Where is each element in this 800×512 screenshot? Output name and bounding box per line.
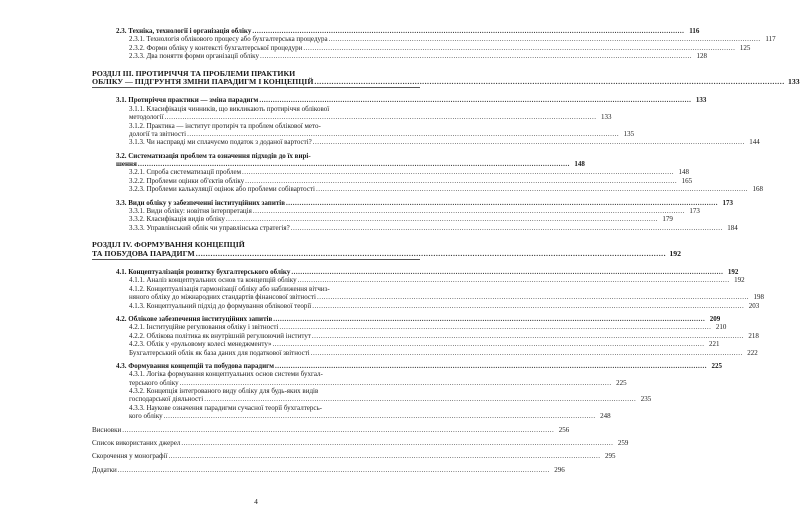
toc-title: ТА ПОБУДОВА ПАРАДИГМ — [92, 248, 195, 258]
toc-page-number: 173 — [722, 198, 734, 207]
toc-title: 4.3.1. Логіка формування концептуальних основ системи бухгал- — [129, 370, 323, 379]
dot-leader — [204, 395, 636, 403]
dot-leader — [164, 412, 596, 420]
toc-title: кого обліку — [129, 412, 163, 421]
toc-page-number: 165 — [681, 176, 693, 185]
dot-leader — [180, 379, 612, 387]
page-number: 4 — [254, 497, 258, 506]
toc-title: дології та звітності — [129, 129, 187, 138]
toc-page-number: 168 — [752, 185, 763, 194]
toc-page-number: 184 — [727, 223, 738, 232]
toc-subsection — [92, 207, 700, 216]
toc-title: 4.3.2. Концепція інтегрованого виду обліку для будь-яких видів — [129, 387, 319, 396]
toc-page-number: 192 — [727, 267, 739, 276]
toc-page-number: 221 — [709, 340, 720, 349]
toc-page-number: 256 — [558, 425, 570, 434]
toc-title: господарської діяльності — [129, 395, 204, 404]
toc-subsection-continuation — [92, 395, 652, 404]
toc-title: Висновки — [92, 425, 122, 434]
dot-leader — [196, 250, 666, 258]
dot-leader — [329, 35, 761, 43]
dot-leader — [275, 362, 707, 370]
toc-top-entry — [92, 465, 565, 474]
toc-title: 3.2.3. Проблеми калькуляції оцінок або проблеми собівартості — [129, 185, 315, 194]
toc-title: РОЗДІЛ III. ПРОТИРІЧЧЯ ТА ПРОБЛЕМИ ПРАКТИКИ — [92, 68, 296, 78]
toc-page-number: 128 — [696, 52, 707, 61]
toc-title: 3.1.3. Чи насправді ми сплачуємо податок з доданої вартості? — [129, 138, 312, 147]
toc-subsection — [92, 43, 751, 52]
dot-leader — [312, 302, 744, 310]
toc-title: 3.1. Протиріччя практики — зміна парадигм — [116, 96, 259, 105]
toc-title: няного обліку до міжнародних стандартів фінансової звітності — [129, 293, 316, 302]
dot-leader — [273, 315, 705, 323]
toc-title: терського обліку — [129, 378, 179, 387]
toc-subsection — [92, 370, 420, 378]
toc-subsection-continuation — [92, 293, 764, 302]
toc-title: 3.3.2. Класифікація видів обліку — [129, 215, 225, 224]
dot-leader — [286, 199, 718, 207]
dot-leader — [253, 207, 685, 215]
toc-page-number: 198 — [753, 293, 764, 302]
dot-leader — [317, 293, 749, 301]
toc-page-number: 133 — [695, 96, 707, 105]
toc-subsection — [92, 176, 693, 185]
toc-page-number: 135 — [623, 129, 635, 138]
toc-title: 4.3.3. Наукове означення парадигми сучасної теорії бухгалтерсь- — [129, 403, 322, 412]
toc-section — [92, 27, 700, 35]
dot-leader — [316, 185, 748, 193]
toc-subsection — [92, 331, 759, 340]
toc-subsection-continuation — [92, 378, 627, 387]
toc-page-number: 222 — [747, 348, 758, 357]
toc-top-entry — [92, 439, 629, 448]
toc-subsection-continuation — [92, 412, 611, 421]
dot-leader — [252, 27, 684, 35]
toc-top-entry — [92, 425, 570, 434]
toc-title: 2.3.1. Технологія облікового процесу або бухгалтерська процедура — [129, 35, 328, 44]
toc-section — [92, 152, 420, 160]
toc-page-number: 203 — [748, 301, 760, 310]
toc-title: 4.2.1. Інституційне регулювання обліку і звітності — [129, 323, 279, 332]
toc-subsection — [92, 276, 745, 285]
toc-title: 4.2.3. Облік у «рульовому колесі менеджменту» — [129, 340, 272, 349]
toc-subsection-continuation — [92, 113, 612, 122]
toc-page-number: 248 — [600, 412, 611, 421]
dot-leader — [298, 276, 730, 284]
toc-page-number: 225 — [711, 361, 722, 370]
part-divider — [92, 87, 420, 88]
toc-page-number: 125 — [739, 43, 751, 52]
toc-title: 2.3. Техніка, технології і організація обліку — [116, 27, 252, 35]
toc-title: методології — [129, 113, 164, 122]
toc-subsection — [92, 105, 420, 113]
table-of-contents — [92, 27, 800, 474]
toc-page-number: 144 — [749, 138, 760, 147]
toc-subsection — [92, 285, 420, 293]
toc-page-number: 116 — [689, 27, 700, 35]
dot-leader — [312, 332, 744, 340]
dot-leader — [118, 466, 550, 474]
toc-title: ОБЛІКУ — ПІДГРУНТЯ ЗМІНИ ПАРАДИГМ І КОНЦЕПЦІЙ — [92, 76, 314, 86]
dot-leader — [245, 177, 677, 185]
toc-subsection — [92, 323, 727, 332]
toc-section — [92, 314, 721, 323]
toc-section — [92, 361, 722, 370]
toc-page-number: 117 — [765, 35, 776, 44]
dot-leader — [303, 44, 735, 52]
dot-leader — [138, 160, 570, 168]
toc-title: 4.1. Концептуалізація розвитку бухгалтерського обліку — [116, 267, 291, 276]
toc-title: 3.1.2. Практика — інститут протиріч та проблем облікової мето- — [129, 121, 321, 130]
toc-page-number: 218 — [748, 331, 759, 340]
toc-subsection — [92, 52, 707, 61]
toc-page-number: 209 — [709, 314, 721, 323]
toc-title: 3.3.1. Види обліку: новітня інтерпретація — [129, 207, 252, 216]
toc-title: Додатки — [92, 465, 117, 474]
toc-page-number: 295 — [604, 452, 616, 461]
toc-page-number: 148 — [574, 160, 585, 169]
toc-page-number: 133 — [601, 113, 612, 122]
toc-subsection — [92, 301, 760, 310]
toc-title: 4.3. Формування концепцій та побудова парадигм — [116, 361, 274, 370]
toc-title: Список використаних джерел — [92, 439, 181, 448]
dot-leader — [311, 349, 743, 357]
toc-subsection — [92, 185, 763, 194]
dot-leader — [187, 130, 619, 138]
toc-title: 3.2.2. Проблеми оцінки об'єктів обліку — [129, 176, 245, 185]
dot-leader — [313, 138, 745, 146]
toc-title: 4.1.1. Аналіз концептуальних основ та концепцій обліку — [129, 276, 297, 285]
toc-title: 3.3.3. Управлінський облік чи управлінська стратегія? — [129, 223, 290, 232]
toc-section-continuation — [92, 160, 585, 169]
toc-subsection — [92, 223, 738, 232]
toc-title: 3.2.1. Спроба систематизації проблем — [129, 168, 241, 177]
dot-leader — [314, 78, 784, 86]
dot-leader — [122, 426, 554, 434]
toc-page-number: 225 — [616, 378, 627, 387]
dot-leader — [279, 323, 711, 331]
toc-title: 4.2.2. Облікова політика як внутрішній регулюючий інститут — [129, 331, 311, 340]
toc-subsection — [92, 348, 758, 357]
toc-subsection — [92, 387, 420, 395]
toc-page-number: 179 — [662, 215, 673, 224]
toc-section — [92, 267, 739, 276]
toc-page-number: 259 — [617, 439, 629, 448]
toc-section — [92, 198, 734, 207]
dot-leader — [242, 168, 674, 176]
dot-leader — [259, 96, 691, 104]
toc-subsection — [92, 138, 760, 147]
toc-page-number: 173 — [689, 207, 700, 216]
toc-title: 2.3.3. Два поняття форми організації обліку — [129, 52, 259, 61]
toc-subsection — [92, 122, 420, 130]
dot-leader — [165, 113, 597, 121]
toc-title: Бухгалтерський облік як база даних для податкової звітності — [129, 348, 310, 357]
toc-top-entry — [92, 452, 616, 461]
part-divider — [92, 259, 420, 260]
toc-page-number: 192 — [669, 248, 682, 258]
toc-title: Скорочення у монографії — [92, 452, 168, 461]
toc-page-number: 133 — [787, 76, 800, 86]
toc-subsection-continuation — [92, 129, 635, 138]
toc-title: 4.1.2. Концептуалізація гармонізації обліку або наближення вітчиз- — [129, 284, 330, 293]
toc-subsection — [92, 404, 420, 412]
toc-title: 4.2. Облікове забезпечення інституційних запитів — [116, 314, 273, 323]
toc-title: 4.1.3. Концептуальний підхід до формування облікової теорії — [129, 301, 312, 310]
toc-subsection — [92, 340, 720, 349]
toc-subsection — [92, 35, 776, 44]
toc-section — [92, 96, 707, 105]
dot-leader — [291, 224, 723, 232]
toc-title: шення — [116, 160, 137, 169]
toc-part-heading-continuation — [92, 248, 682, 258]
dot-leader — [181, 439, 613, 447]
toc-part-heading-continuation — [92, 76, 800, 86]
dot-leader — [226, 215, 658, 223]
dot-leader — [168, 452, 600, 460]
dot-leader — [260, 52, 692, 60]
dot-leader — [273, 340, 705, 348]
toc-subsection — [92, 215, 673, 224]
toc-title: 2.3.2. Форми обліку у контексті бухгалтерської процедури — [129, 43, 303, 52]
toc-title: 3.2. Систематизація проблем та означення підходів до їх вирі- — [116, 151, 311, 160]
toc-page-number: 296 — [554, 465, 565, 474]
toc-title: 3.1.1. Класифікація чинників, що викликають протиріччя облікової — [129, 104, 330, 113]
toc-title: 3.3. Види обліку у забезпеченні інституційних запитів — [116, 198, 286, 207]
toc-page-number: 148 — [678, 168, 689, 177]
toc-page-number: 210 — [715, 323, 727, 332]
toc-page-number: 192 — [734, 276, 745, 285]
toc-title: РОЗДІЛ IV. ФОРМУВАННЯ КОНЦЕПЦІЙ — [92, 240, 245, 250]
toc-subsection — [92, 168, 689, 177]
toc-page-number: 235 — [640, 395, 652, 404]
dot-leader — [291, 268, 723, 276]
